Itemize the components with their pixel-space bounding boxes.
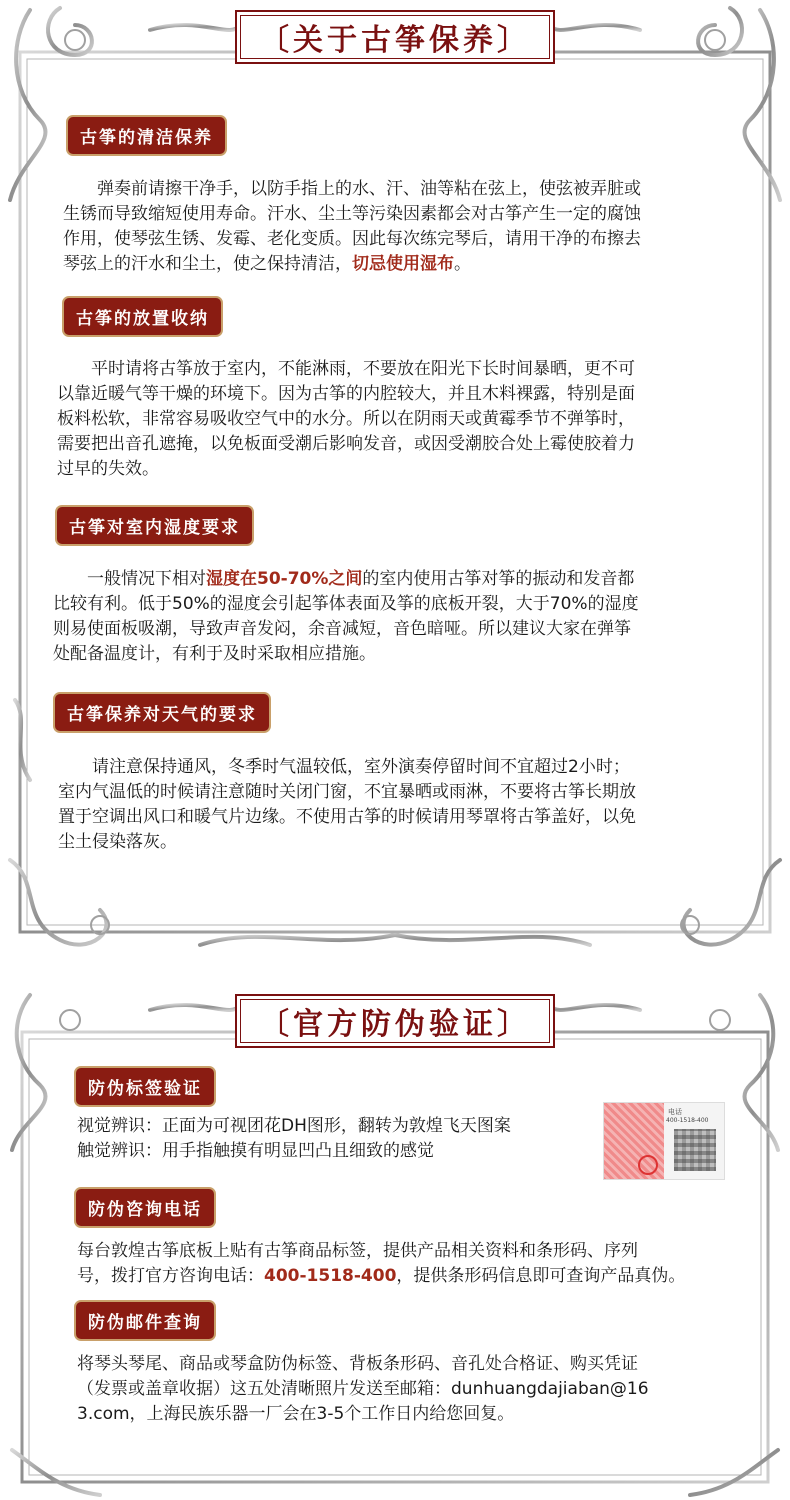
humidity-line-2: 比较有利。低于50%的湿度会引起筝体表面及筝的底板开裂，大于70%的湿度 xyxy=(53,594,639,614)
label-verify-text xyxy=(77,1114,607,1164)
anti-counterfeit-label-image xyxy=(603,1102,725,1180)
cleaning-text xyxy=(63,177,753,277)
email-verify-line-1: 将琴头琴尾、商品或琴盒防伪标签、背板条形码、音孔处合格证、购买凭证 xyxy=(77,1354,638,1374)
section-heading-label-verify: 防伪标签验证 xyxy=(74,1066,216,1107)
storage-line-3: 板料松软，非常容易吸收空气中的水分。所以在阴雨天或黄霉季节不弹筝时， xyxy=(57,409,635,429)
phone-verify-line-2-post: ，提供条形码信息即可查询产品真伪。 xyxy=(396,1266,686,1286)
humidity-text xyxy=(53,567,753,667)
humidity-line-4: 处配备温度计，有利于及时采取相应措施。 xyxy=(53,644,376,664)
cleaning-line-4-tail: 。 xyxy=(454,254,471,274)
storage-line-4: 需要把出音孔遮掩，以免板面受潮后影响发音，或因受潮胶合处上霉使胶着力 xyxy=(57,434,635,454)
cleaning-line-4-text: 琴弦上的汗水和尘土，使之保持清洁， xyxy=(63,254,352,274)
weather-line-2: 室内气温低的时候请注意随时关闭门窗，不宜暴晒或雨淋，不要将古筝长期放 xyxy=(58,782,636,802)
phone-verify-line-1: 每台敦煌古筝底板上贴有古筝商品标签，提供产品相关资料和条形码、序列 xyxy=(77,1241,638,1261)
cleaning-highlight: 切忌使用湿布 xyxy=(352,254,454,274)
label-tel-number: 400-1518-400 xyxy=(666,1117,709,1124)
storage-line-1: 平时请将古筝放于室内，不能淋雨，不要放在阳光下长时间暴晒，更不可 xyxy=(57,359,635,379)
section-heading-email-verify: 防伪邮件查询 xyxy=(74,1300,216,1341)
cleaning-line-3: 作用，使琴弦生锈、发霉、老化变质。因此每次练完琴后，请用干净的布擦去 xyxy=(63,229,641,249)
humidity-line-1 xyxy=(53,567,753,592)
storage-line-5: 过早的失效。 xyxy=(57,459,159,479)
cleaning-line-1: 弹奏前请擦干净手，以防手指上的水、汗、油等粘在弦上，使弦被弄脏或 xyxy=(63,179,641,199)
verify-panel xyxy=(0,990,790,1500)
weather-line-3: 置于空调出风口和暖气片边缘。不使用古筝的时候请用琴罩将古筝盖好，以免 xyxy=(58,807,636,827)
phone-verify-line-2-pre: 号，拨打官方咨询电话： xyxy=(77,1266,264,1286)
email-verify-text xyxy=(77,1352,777,1427)
humidity-highlight: 湿度在50-70%之间 xyxy=(206,569,363,589)
storage-line-2: 以靠近暖气等干燥的环境下。因为古筝的内腔较大，并且木料裸露，特别是面 xyxy=(57,384,635,404)
cleaning-line-2: 生锈而导致缩短使用寿命。汗水、尘土等污染因素都会对古筝产生一定的腐蚀 xyxy=(63,204,641,224)
label-seal-icon xyxy=(638,1155,658,1175)
section-heading-cleaning: 古筝的清洁保养 xyxy=(66,115,227,156)
humidity-line-3: 则易使面板吸潮，导致声音发闷，余音减短，音色暗哑。所以建议大家在弹筝 xyxy=(53,619,631,639)
verify-title-text: 官方防伪验证 xyxy=(293,1007,497,1042)
humidity-line-1-post: 的室内使用古筝对筝的振动和发音都 xyxy=(362,569,635,589)
storage-text xyxy=(57,357,757,482)
section-heading-phone-verify: 防伪咨询电话 xyxy=(74,1187,216,1228)
weather-line-4: 尘土侵染落灰。 xyxy=(58,832,177,852)
label-verify-line-1: 视觉辨识：正面为可视团花DH图形，翻转为敦煌飞天图案 xyxy=(77,1116,511,1136)
label-verify-line-2: 触觉辨识：用手指触摸有明显凹凸且细致的感觉 xyxy=(77,1141,434,1161)
phone-verify-line-2 xyxy=(77,1264,777,1289)
verify-title: 〔官方防伪验证〕 xyxy=(235,994,555,1048)
care-title: 〔关于古筝保养〕 xyxy=(235,10,555,64)
section-heading-humidity: 古筝对室内湿度要求 xyxy=(55,505,254,546)
humidity-line-1-pre: 一般情况下相对 xyxy=(53,569,206,589)
label-tel-title: 电话 xyxy=(668,1108,682,1116)
email-verify-line-2: （发票或盖章收据）这五处清晰照片发送至邮箱：dunhuangdajiaban@16 xyxy=(77,1379,649,1399)
cleaning-line-4 xyxy=(63,252,753,277)
phone-number-highlight: 400-1518-400 xyxy=(264,1266,397,1286)
email-verify-line-3: 3.com，上海民族乐器一厂会在3-5个工作日内给您回复。 xyxy=(77,1404,515,1424)
section-heading-weather: 古筝保养对天气的要求 xyxy=(53,692,271,733)
qr-code-icon xyxy=(674,1129,716,1171)
phone-verify-text xyxy=(77,1239,777,1289)
weather-text xyxy=(58,755,758,855)
weather-line-1: 请注意保持通风，冬季时气温较低，室外演奏停留时间不宜超过2小时； xyxy=(58,757,630,777)
care-title-text: 关于古筝保养 xyxy=(293,23,497,58)
section-heading-storage: 古筝的放置收纳 xyxy=(62,296,223,337)
